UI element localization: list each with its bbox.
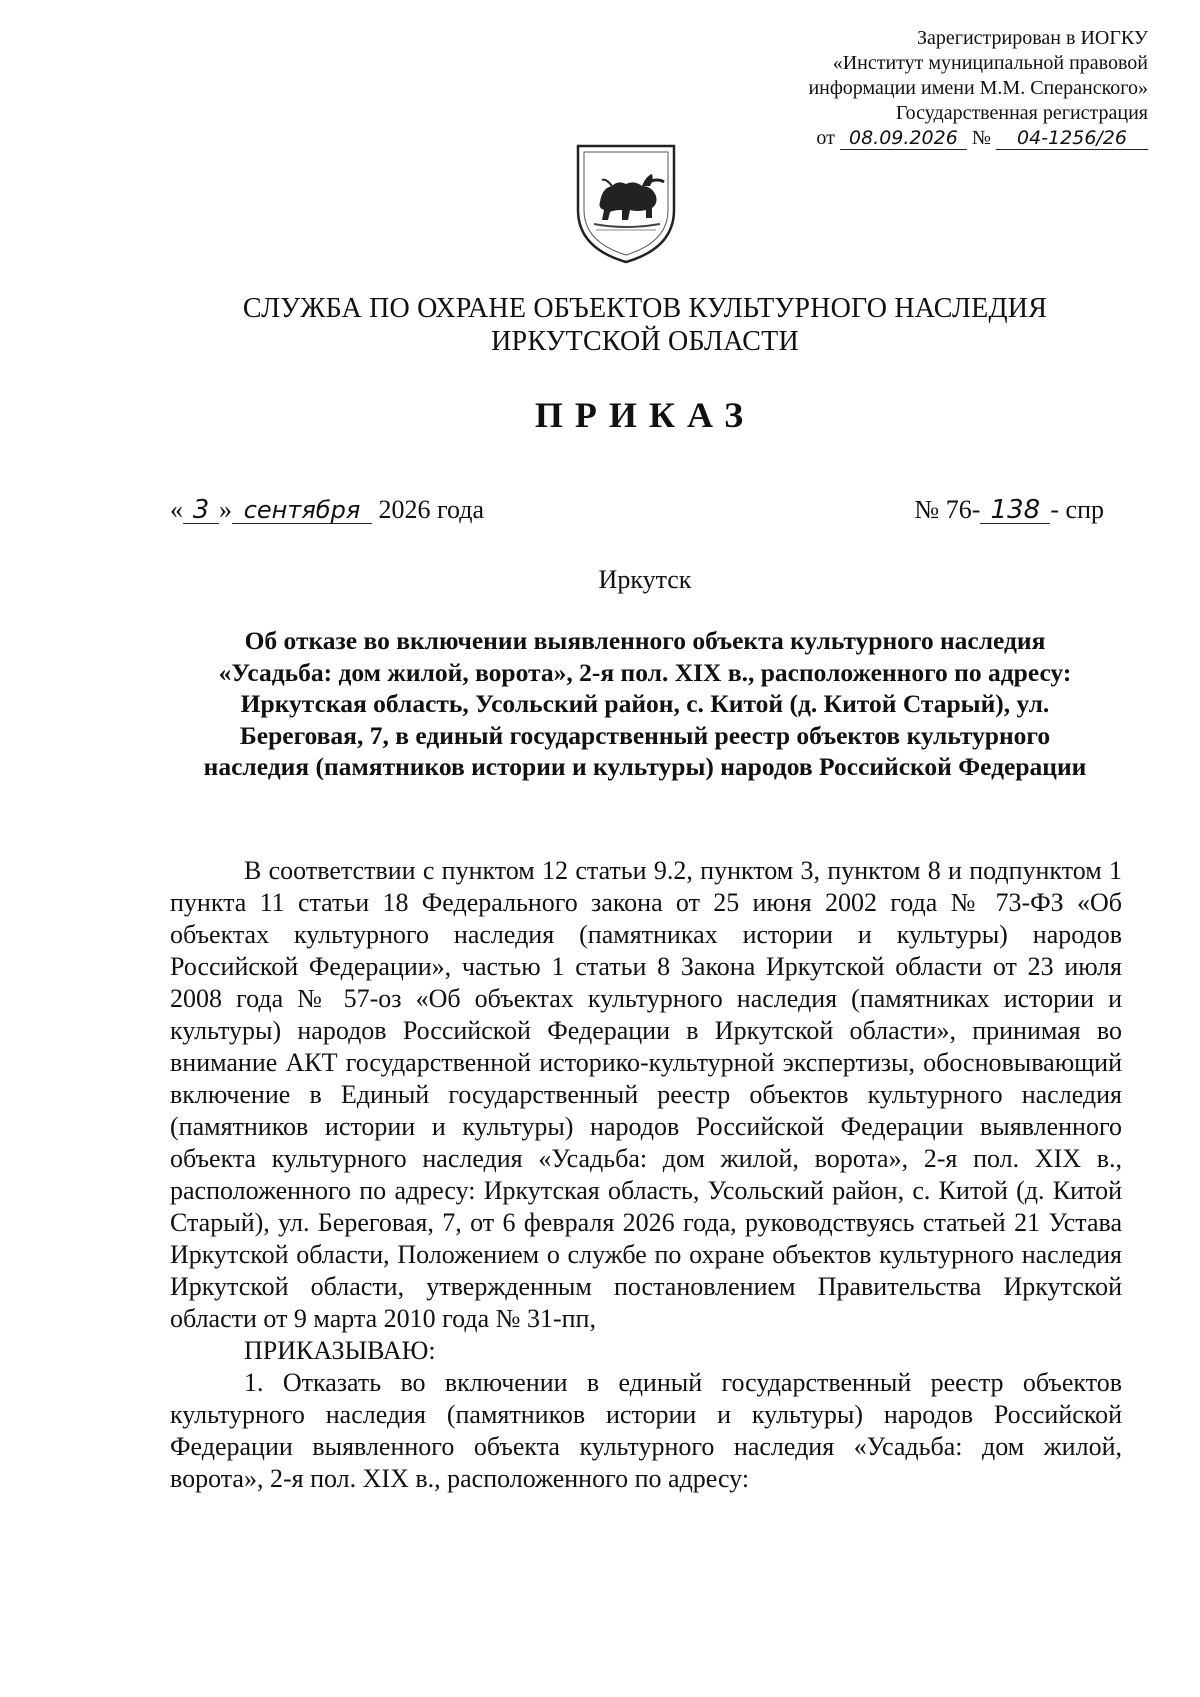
- order-item-1: 1. Отказать во включении в единый государственный реестр объектов культурного наследия (памятников истории и культуры) народов Российской Федерации выявленного объекта культурного наследия «Усадьба: дом жилой, ворота», 2-я пол. XIX в., расположенного по адресу:: [170, 1368, 1122, 1493]
- registration-date-number-line: [728, 126, 1148, 151]
- registration-stamp: [728, 26, 1148, 151]
- registration-date-handwritten: 08.09.2026: [840, 127, 967, 150]
- city: Иркутск: [598, 565, 692, 594]
- registration-number-prefix: №: [971, 127, 991, 149]
- registration-number-handwritten: 04-1256/26: [996, 127, 1148, 150]
- date-open-quote: «: [170, 495, 183, 524]
- document-body: [170, 855, 1122, 1495]
- order-number-handwritten: 138: [980, 497, 1050, 524]
- registration-line-1: Зарегистрирован в ИОГКУ: [917, 27, 1148, 49]
- document-title: Об отказе во включении выявленного объекта культурного наследия «Усадьба: дом жилой, ворота», 2-я пол. XIX в., расположенного по адресу: Иркутская область, Усольский район, с. Китой (д. Китой Старый), ул. Береговая, 7, в единый государственный реестр объектов культурного наследия (памятников истории и культуры) народов Российской Федерации: [203, 626, 1087, 781]
- registration-date-prefix: от: [816, 127, 835, 149]
- document-type-heading: ПРИКАЗ: [534, 395, 756, 435]
- registration-line-3: информации имени М.М. Сперанского»: [808, 77, 1148, 99]
- registration-line-2: «Институт муниципальной правовой: [832, 52, 1148, 74]
- order-number: [914, 495, 1104, 525]
- date-month-handwritten: сентября: [232, 497, 372, 524]
- date-close-quote: »: [219, 495, 232, 524]
- date-year: 2026 года: [378, 495, 485, 524]
- order-date: [170, 495, 484, 525]
- organization-line-2: ИРКУТСКОЙ ОБЛАСТИ: [491, 326, 799, 357]
- organization-line-1: СЛУЖБА ПО ОХРАНЕ ОБЪЕКТОВ КУЛЬТУРНОГО НАСЛЕДИЯ: [242, 293, 1048, 324]
- irkutsk-coat-of-arms-icon: [572, 140, 680, 266]
- preamble-paragraph: В соответствии с пунктом 12 статьи 9.2, пунктом 3, пунктом 8 и подпунктом 1 пункта 11 статьи 18 Федерального закона от 25 июня 2002 года № 73-ФЗ «Об объектах культурного наследия (памятниках истории и культуры) народов Российской Федерации», частью 1 статьи 8 Закона Иркутской области от 23 июля 2008 года № 57-оз «Об объектах культурного наследия (памятниках истории и культуры) народов Российской Федерации в Иркутской области», принимая во внимание АКТ государственной историко-культурной экспертизы, обосновывающий включение в Единый государственный реестр объектов культурного наследия (памятников истории и культуры) народов Российской Федерации выявленного объекта культурного наследия «Усадьба: дом жилой, ворота», 2-я пол. XIX в., расположенного по адресу: Иркутская область, Усольский район, с. Китой (д. Китой Старый), ул. Береговая, 7, от 6 февраля 2026 года, руководствуясь статьей 21 Устава Иркутской области, Положением о службе по охране объектов культурного наследия Иркутской области, утвержденным постановлением Правительства Иркутской области от 9 марта 2010 года № 31-пп,: [170, 856, 1122, 1333]
- organization-name: [0, 292, 1200, 358]
- order-word: ПРИКАЗЫВАЮ:: [244, 1336, 436, 1365]
- date-day-handwritten: 3: [183, 497, 219, 524]
- order-number-suffix: - спр: [1050, 495, 1104, 524]
- registration-line-4: Государственная регистрация: [895, 102, 1148, 124]
- order-number-prefix: № 76-: [914, 495, 981, 524]
